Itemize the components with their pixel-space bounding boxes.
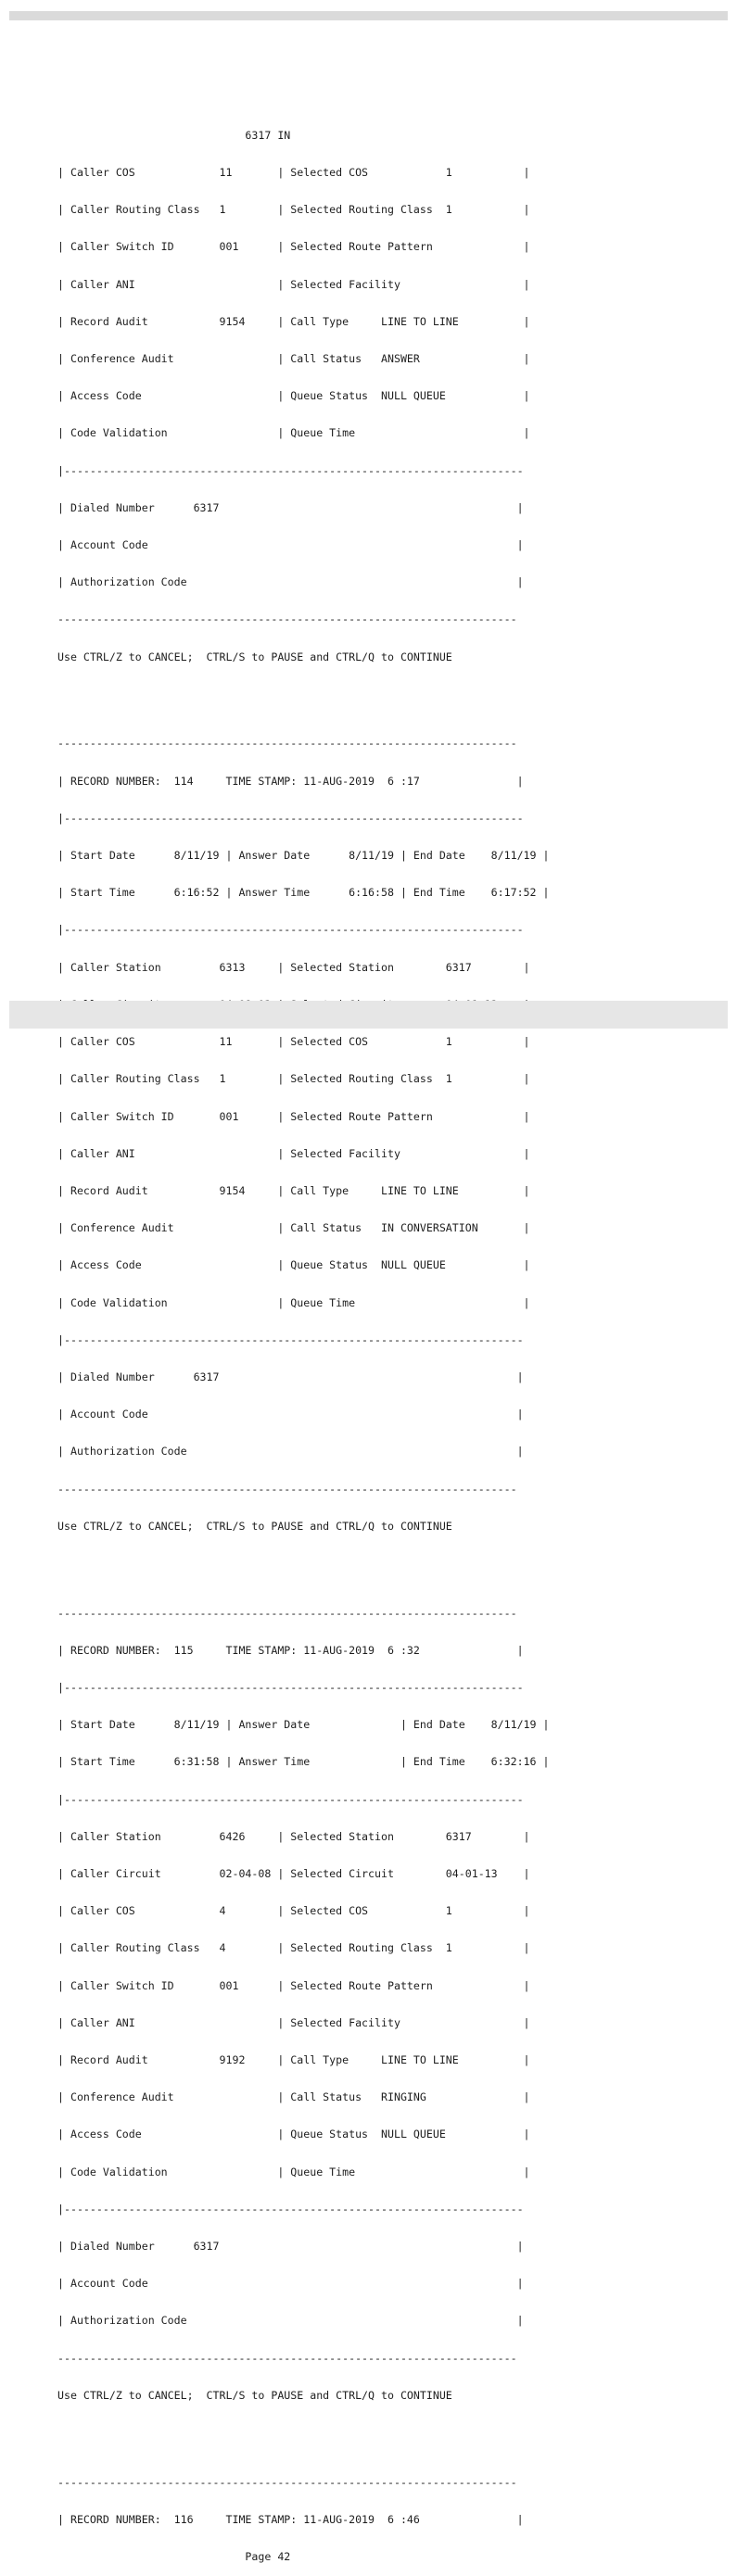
printout bbox=[57, 105, 646, 2576]
line-access-code: | Access Code | Queue Status NULL QUEUE | bbox=[57, 1258, 530, 1272]
line-caller-switch-id: | Caller Switch ID 001 | Selected Route Pattern | bbox=[57, 1109, 530, 1123]
line-authorization-code: | Authorization Code | bbox=[57, 1445, 524, 1458]
line-divider: ----------------------------------------------------------------------- bbox=[57, 737, 517, 751]
line-start-date: | Start Date 8/11/19 | Answer Date 8/11/19 | End Date 8/11/19 | bbox=[57, 849, 550, 863]
line-authorization-code: | Authorization Code | bbox=[57, 2314, 524, 2328]
line-account-code: | Account Code | bbox=[57, 2277, 524, 2291]
line-header-6317-in: 6317 IN bbox=[57, 128, 291, 142]
line-divider: |----------------------------------------------------------------------- bbox=[57, 463, 524, 477]
line-start-time: | Start Time 6:16:52 | Answer Time 6:16:58 | End Time 6:17:52 | bbox=[57, 886, 550, 900]
line-access-code: | Access Code | Queue Status NULL QUEUE | bbox=[57, 2128, 530, 2141]
line-conference-audit: | Conference Audit | Call Status RINGING | bbox=[57, 2090, 530, 2104]
line-authorization-code: | Authorization Code | bbox=[57, 575, 524, 589]
line-blank bbox=[57, 1558, 646, 1570]
line-dialed-number: | Dialed Number 6317 | bbox=[57, 500, 524, 514]
line-divider: ----------------------------------------------------------------------- bbox=[57, 1606, 517, 1620]
line-ctrl-instructions: Use CTRL/Z to CANCEL; CTRL/S to PAUSE and CTRL/Q to CONTINUE bbox=[57, 2388, 452, 2402]
line-dialed-number: | Dialed Number 6317 | bbox=[57, 1370, 524, 1383]
line-record-audit: | Record Audit 9154 | Call Type LINE TO LINE | bbox=[57, 314, 530, 328]
line-blank bbox=[57, 2427, 646, 2439]
line-divider: |----------------------------------------------------------------------- bbox=[57, 811, 524, 825]
line-divider: ----------------------------------------------------------------------- bbox=[57, 2475, 517, 2489]
line-record-audit: | Record Audit 9154 | Call Type LINE TO LINE | bbox=[57, 1183, 530, 1197]
line-start-time: | Start Time 6:31:58 | Answer Time | End Time 6:32:16 | bbox=[57, 1755, 550, 1769]
line-divider: |----------------------------------------------------------------------- bbox=[57, 1332, 524, 1346]
line-divider: |----------------------------------------------------------------------- bbox=[57, 1792, 524, 1806]
line-divider: |----------------------------------------------------------------------- bbox=[57, 2202, 524, 2216]
scan-edge-bottom bbox=[9, 1001, 728, 1029]
line-ctrl-instructions: Use CTRL/Z to CANCEL; CTRL/S to PAUSE and CTRL/Q to CONTINUE bbox=[57, 650, 452, 663]
line-code-validation: | Code Validation | Queue Time | bbox=[57, 2165, 530, 2178]
line-conference-audit: | Conference Audit | Call Status ANSWER | bbox=[57, 352, 530, 366]
line-caller-station: | Caller Station 6426 | Selected Station 6317 | bbox=[57, 1829, 530, 1843]
line-divider: ----------------------------------------------------------------------- bbox=[57, 612, 517, 626]
line-record-number-115: | RECORD NUMBER: 115 TIME STAMP: 11-AUG-2019 6 :32 | bbox=[57, 1643, 524, 1657]
line-caller-switch-id: | Caller Switch ID 001 | Selected Route Pattern | bbox=[57, 1978, 530, 1992]
line-caller-station: | Caller Station 6313 | Selected Station 6317 | bbox=[57, 960, 530, 974]
line-code-validation: | Code Validation | Queue Time | bbox=[57, 1295, 530, 1309]
line-caller-switch-id: | Caller Switch ID 001 | Selected Route Pattern | bbox=[57, 240, 530, 254]
line-conference-audit: | Conference Audit | Call Status IN CONVERSATION | bbox=[57, 1221, 530, 1235]
line-record-audit: | Record Audit 9192 | Call Type LINE TO LINE | bbox=[57, 2052, 530, 2066]
page-number: Page 42 bbox=[57, 2550, 291, 2564]
line-start-date: | Start Date 8/11/19 | Answer Date | End Date 8/11/19 | bbox=[57, 1718, 550, 1732]
line-account-code: | Account Code | bbox=[57, 1408, 524, 1421]
line-caller-cos: | Caller COS 11 | Selected COS 1 | bbox=[57, 1035, 530, 1049]
line-record-number-114: | RECORD NUMBER: 114 TIME STAMP: 11-AUG-2019 6 :17 | bbox=[57, 774, 524, 788]
line-caller-routing-class: | Caller Routing Class 4 | Selected Routing Class 1 | bbox=[57, 1941, 530, 1955]
line-caller-circuit: | Caller Circuit 02-04-08 | Selected Circuit 04-01-13 | bbox=[57, 1866, 530, 1880]
line-caller-routing-class: | Caller Routing Class 1 | Selected Routing Class 1 | bbox=[57, 1072, 530, 1086]
scan-edge-top bbox=[9, 11, 728, 20]
line-caller-ani: | Caller ANI | Selected Facility | bbox=[57, 277, 530, 291]
line-access-code: | Access Code | Queue Status NULL QUEUE | bbox=[57, 389, 530, 403]
line-code-validation: | Code Validation | Queue Time | bbox=[57, 426, 530, 440]
line-divider: |----------------------------------------------------------------------- bbox=[57, 923, 524, 937]
line-caller-ani: | Caller ANI | Selected Facility | bbox=[57, 2015, 530, 2029]
line-account-code: | Account Code | bbox=[57, 538, 524, 552]
line-blank bbox=[57, 688, 646, 701]
line-divider: |----------------------------------------------------------------------- bbox=[57, 1680, 524, 1694]
line-caller-cos: | Caller COS 11 | Selected COS 1 | bbox=[57, 166, 530, 180]
line-record-number-116: | RECORD NUMBER: 116 TIME STAMP: 11-AUG-2019 6 :46 | bbox=[57, 2512, 524, 2526]
line-caller-cos: | Caller COS 4 | Selected COS 1 | bbox=[57, 1904, 530, 1918]
line-divider: ----------------------------------------------------------------------- bbox=[57, 2351, 517, 2365]
line-ctrl-instructions: Use CTRL/Z to CANCEL; CTRL/S to PAUSE and CTRL/Q to CONTINUE bbox=[57, 1519, 452, 1533]
line-caller-ani: | Caller ANI | Selected Facility | bbox=[57, 1146, 530, 1160]
line-dialed-number: | Dialed Number 6317 | bbox=[57, 2240, 524, 2253]
line-caller-routing-class: | Caller Routing Class 1 | Selected Routing Class 1 | bbox=[57, 203, 530, 217]
line-divider: ----------------------------------------------------------------------- bbox=[57, 1482, 517, 1496]
